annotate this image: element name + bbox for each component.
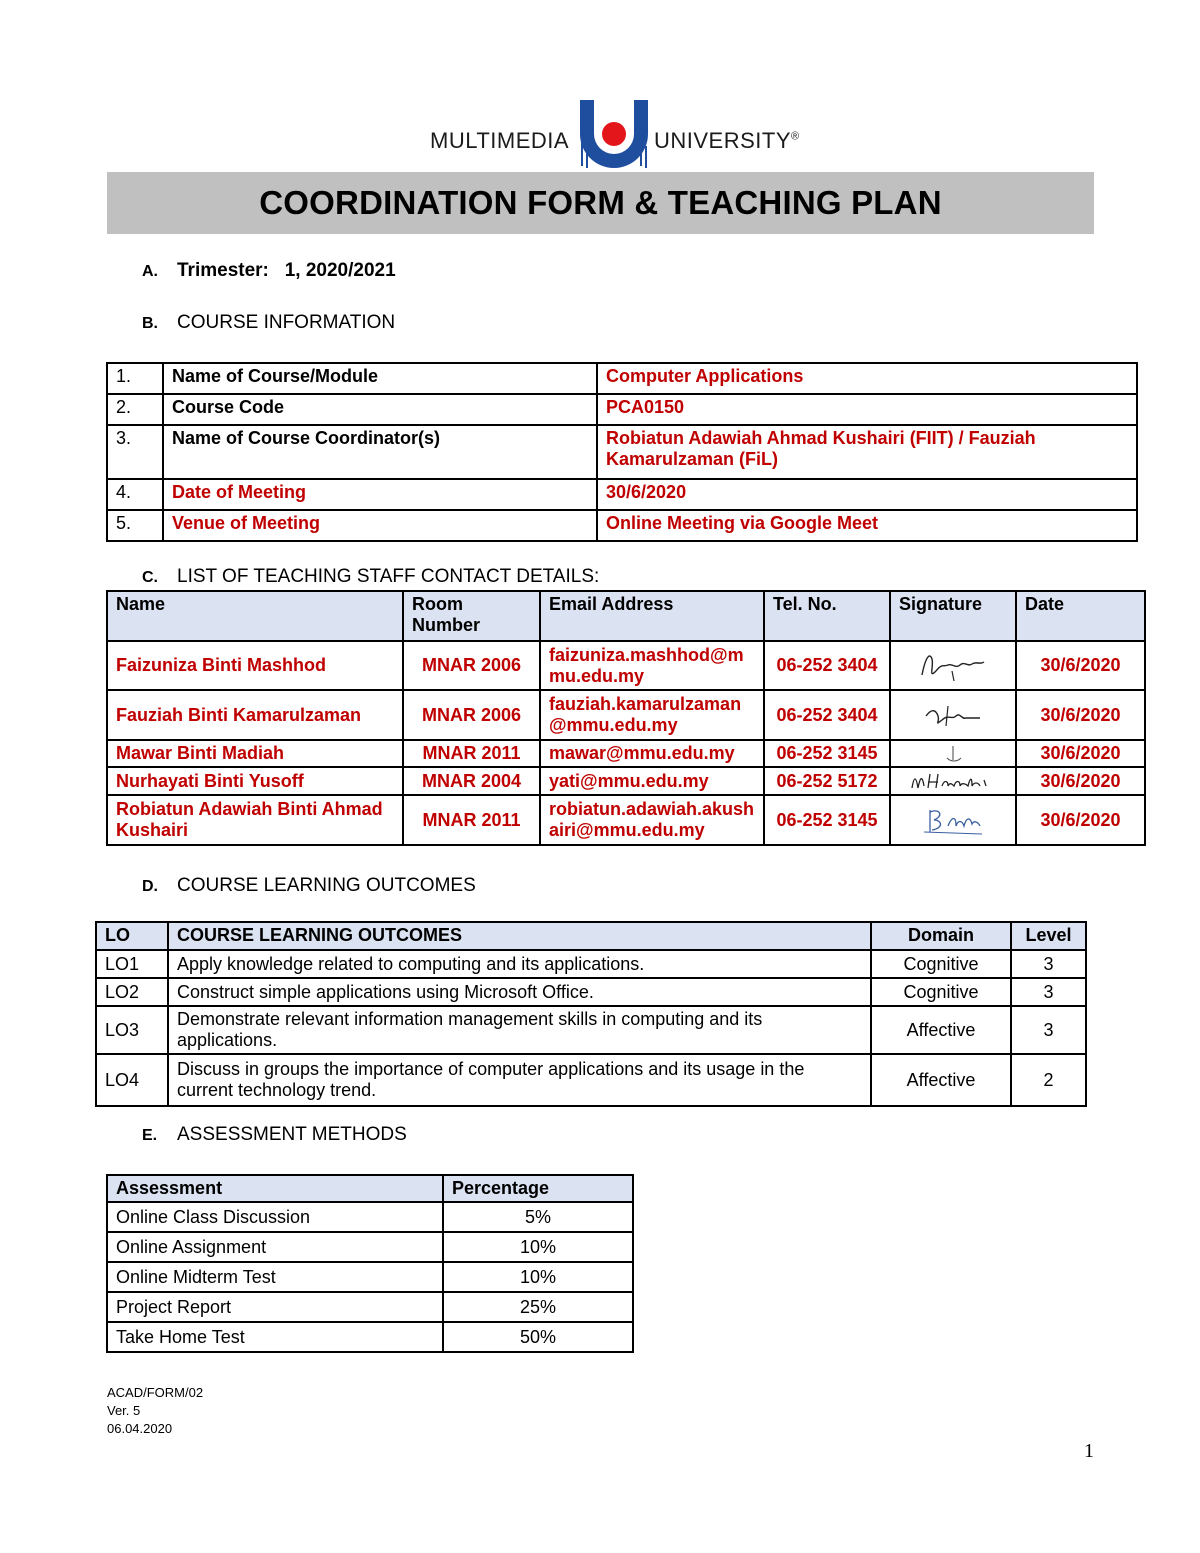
row-number: 4. <box>107 479 163 510</box>
staff-tel: 06-252 3145 <box>764 795 890 845</box>
table-row <box>96 950 1086 978</box>
section-title: LIST OF TEACHING STAFF CONTACT DETAILS: <box>177 566 600 587</box>
col-header-email: Email Address <box>540 591 764 641</box>
section-title: ASSESSMENT METHODS <box>177 1124 407 1145</box>
lo-domain: Cognitive <box>871 950 1011 978</box>
row-value: Computer Applications <box>597 363 1137 394</box>
table-header-row <box>107 591 1145 641</box>
row-value: PCA0150 <box>597 394 1137 425</box>
form-footer <box>107 1384 203 1438</box>
row-value: Robiatun Adawiah Ahmad Kushairi (FIIT) / Fauziah Kamarulzaman (FiL) <box>597 425 1137 479</box>
section-letter: B. <box>142 315 158 332</box>
staff-room: MNAR 2006 <box>403 690 540 740</box>
lo-outcome: Apply knowledge related to computing and its applications. <box>168 950 871 978</box>
form-date: 06.04.2020 <box>107 1421 173 1436</box>
staff-date: 30/6/2020 <box>1016 740 1145 767</box>
lo-domain: Affective <box>871 1054 1011 1106</box>
table-row <box>107 1232 633 1262</box>
staff-name: Nurhayati Binti Yusoff <box>107 767 403 795</box>
staff-signature <box>890 641 1016 690</box>
section-d-heading <box>142 875 476 897</box>
table-row <box>107 479 1137 510</box>
row-value: 30/6/2020 <box>597 479 1137 510</box>
section-e-heading <box>142 1124 407 1146</box>
mmu-emblem-icon <box>574 100 654 170</box>
signature-image <box>918 802 988 838</box>
table-row <box>107 795 1145 845</box>
logo-text-right: UNIVERSITY® <box>654 128 800 153</box>
staff-tel: 06-252 5172 <box>764 767 890 795</box>
page-number: 1 <box>1084 1440 1094 1462</box>
col-header-tel: Tel. No. <box>764 591 890 641</box>
table-header-row <box>107 1175 633 1202</box>
assessment-name: Online Assignment <box>107 1232 443 1262</box>
staff-signature <box>890 795 1016 845</box>
staff-name: Faizuniza Binti Mashhod <box>107 641 403 690</box>
lo-outcome: Construct simple applications using Microsoft Office. <box>168 978 871 1006</box>
row-number: 5. <box>107 510 163 541</box>
lo-code: LO2 <box>96 978 168 1006</box>
staff-room: MNAR 2004 <box>403 767 540 795</box>
table-row <box>107 425 1137 479</box>
lo-level: 2 <box>1011 1054 1086 1106</box>
signature-image <box>908 770 998 792</box>
assessment-percentage: 50% <box>443 1322 633 1352</box>
section-letter: C. <box>142 569 158 586</box>
staff-email: robiatun.adawiah.akushairi@mmu.edu.my <box>540 795 764 845</box>
col-header-domain: Domain <box>871 922 1011 950</box>
staff-date: 30/6/2020 <box>1016 641 1145 690</box>
assessment-percentage: 10% <box>443 1232 633 1262</box>
lo-domain: Cognitive <box>871 978 1011 1006</box>
section-title: COURSE INFORMATION <box>177 312 396 333</box>
assessment-percentage: 10% <box>443 1262 633 1292</box>
table-row <box>107 767 1145 795</box>
lo-outcome: Discuss in groups the importance of computer applications and its usage in the current technology trend. <box>168 1054 871 1106</box>
row-value: Online Meeting via Google Meet <box>597 510 1137 541</box>
lo-level: 3 <box>1011 1006 1086 1054</box>
section-letter: E. <box>142 1127 158 1144</box>
table-row <box>96 1006 1086 1054</box>
staff-signature <box>890 767 1016 795</box>
section-letter: D. <box>142 878 158 895</box>
section-b-heading <box>142 312 395 334</box>
row-number: 1. <box>107 363 163 394</box>
row-label: Date of Meeting <box>163 479 597 510</box>
assessment-name: Take Home Test <box>107 1322 443 1352</box>
staff-tel: 06-252 3145 <box>764 740 890 767</box>
section-title: COURSE LEARNING OUTCOMES <box>177 875 476 896</box>
staff-signature <box>890 690 1016 740</box>
lo-domain: Affective <box>871 1006 1011 1054</box>
staff-room: MNAR 2006 <box>403 641 540 690</box>
col-header-signature: Signature <box>890 591 1016 641</box>
staff-email: mawar@mmu.edu.my <box>540 740 764 767</box>
page-title: COORDINATION FORM & TEACHING PLAN <box>259 184 942 221</box>
staff-tel: 06-252 3404 <box>764 641 890 690</box>
col-header-outcome: COURSE LEARNING OUTCOMES <box>168 922 871 950</box>
row-number: 3. <box>107 425 163 479</box>
course-learning-outcomes-table <box>95 921 1087 1107</box>
table-row <box>107 510 1137 541</box>
section-letter: A. <box>142 263 158 280</box>
trimester-value: 1, 2020/2021 <box>284 260 396 281</box>
row-label: Venue of Meeting <box>163 510 597 541</box>
assessment-name: Online Class Discussion <box>107 1202 443 1232</box>
table-row <box>107 641 1145 690</box>
staff-name: Robiatun Adawiah Binti Ahmad Kushairi <box>107 795 403 845</box>
assessment-methods-table <box>106 1174 634 1353</box>
trimester-label: Trimester: <box>177 260 269 281</box>
col-header-room: Room Number <box>403 591 540 641</box>
table-row <box>107 394 1137 425</box>
lo-level: 3 <box>1011 950 1086 978</box>
assessment-percentage: 25% <box>443 1292 633 1322</box>
staff-room: MNAR 2011 <box>403 795 540 845</box>
table-row <box>107 363 1137 394</box>
staff-email: faizuniza.mashhod@mmu.edu.my <box>540 641 764 690</box>
staff-name: Mawar Binti Madiah <box>107 740 403 767</box>
table-header-row <box>96 922 1086 950</box>
assessment-name: Project Report <box>107 1292 443 1322</box>
table-row <box>107 740 1145 767</box>
row-label: Name of Course/Module <box>163 363 597 394</box>
staff-date: 30/6/2020 <box>1016 690 1145 740</box>
row-number: 2. <box>107 394 163 425</box>
staff-room: MNAR 2011 <box>403 740 540 767</box>
lo-code: LO1 <box>96 950 168 978</box>
staff-email: yati@mmu.edu.my <box>540 767 764 795</box>
assessment-name: Online Midterm Test <box>107 1262 443 1292</box>
table-row <box>107 1292 633 1322</box>
section-a-trimester <box>142 260 396 282</box>
table-row <box>107 1202 633 1232</box>
staff-date: 30/6/2020 <box>1016 795 1145 845</box>
course-info-table <box>106 362 1138 542</box>
staff-signature <box>890 740 1016 767</box>
table-row <box>107 1262 633 1292</box>
row-label: Course Code <box>163 394 597 425</box>
lo-code: LO3 <box>96 1006 168 1054</box>
col-header-date: Date <box>1016 591 1145 641</box>
table-row <box>96 978 1086 1006</box>
staff-tel: 06-252 3404 <box>764 690 890 740</box>
col-header-name: Name <box>107 591 403 641</box>
form-version: Ver. 5 <box>107 1403 141 1418</box>
staff-email: fauziah.kamarulzaman@mmu.edu.my <box>540 690 764 740</box>
signature-image <box>918 649 988 683</box>
row-label: Name of Course Coordinator(s) <box>163 425 597 479</box>
staff-date: 30/6/2020 <box>1016 767 1145 795</box>
signature-image <box>918 698 988 732</box>
staff-name: Fauziah Binti Kamarulzaman <box>107 690 403 740</box>
col-header-level: Level <box>1011 922 1086 950</box>
table-row <box>107 690 1145 740</box>
col-header-lo: LO <box>96 922 168 950</box>
lo-level: 3 <box>1011 978 1086 1006</box>
form-code: ACAD/FORM/02 <box>107 1385 204 1400</box>
col-header-percentage: Percentage <box>443 1175 633 1202</box>
table-row <box>96 1054 1086 1106</box>
staff-contact-table <box>106 590 1146 846</box>
lo-code: LO4 <box>96 1054 168 1106</box>
table-row <box>107 1322 633 1352</box>
signature-image <box>933 744 973 764</box>
title-bar <box>107 172 1094 234</box>
section-c-heading <box>142 566 599 588</box>
lo-outcome: Demonstrate relevant information management skills in computing and its applications. <box>168 1006 871 1054</box>
university-logo <box>430 100 810 170</box>
assessment-percentage: 5% <box>443 1202 633 1232</box>
col-header-assessment: Assessment <box>107 1175 443 1202</box>
logo-text-left: MULTIMEDIA <box>430 128 570 153</box>
